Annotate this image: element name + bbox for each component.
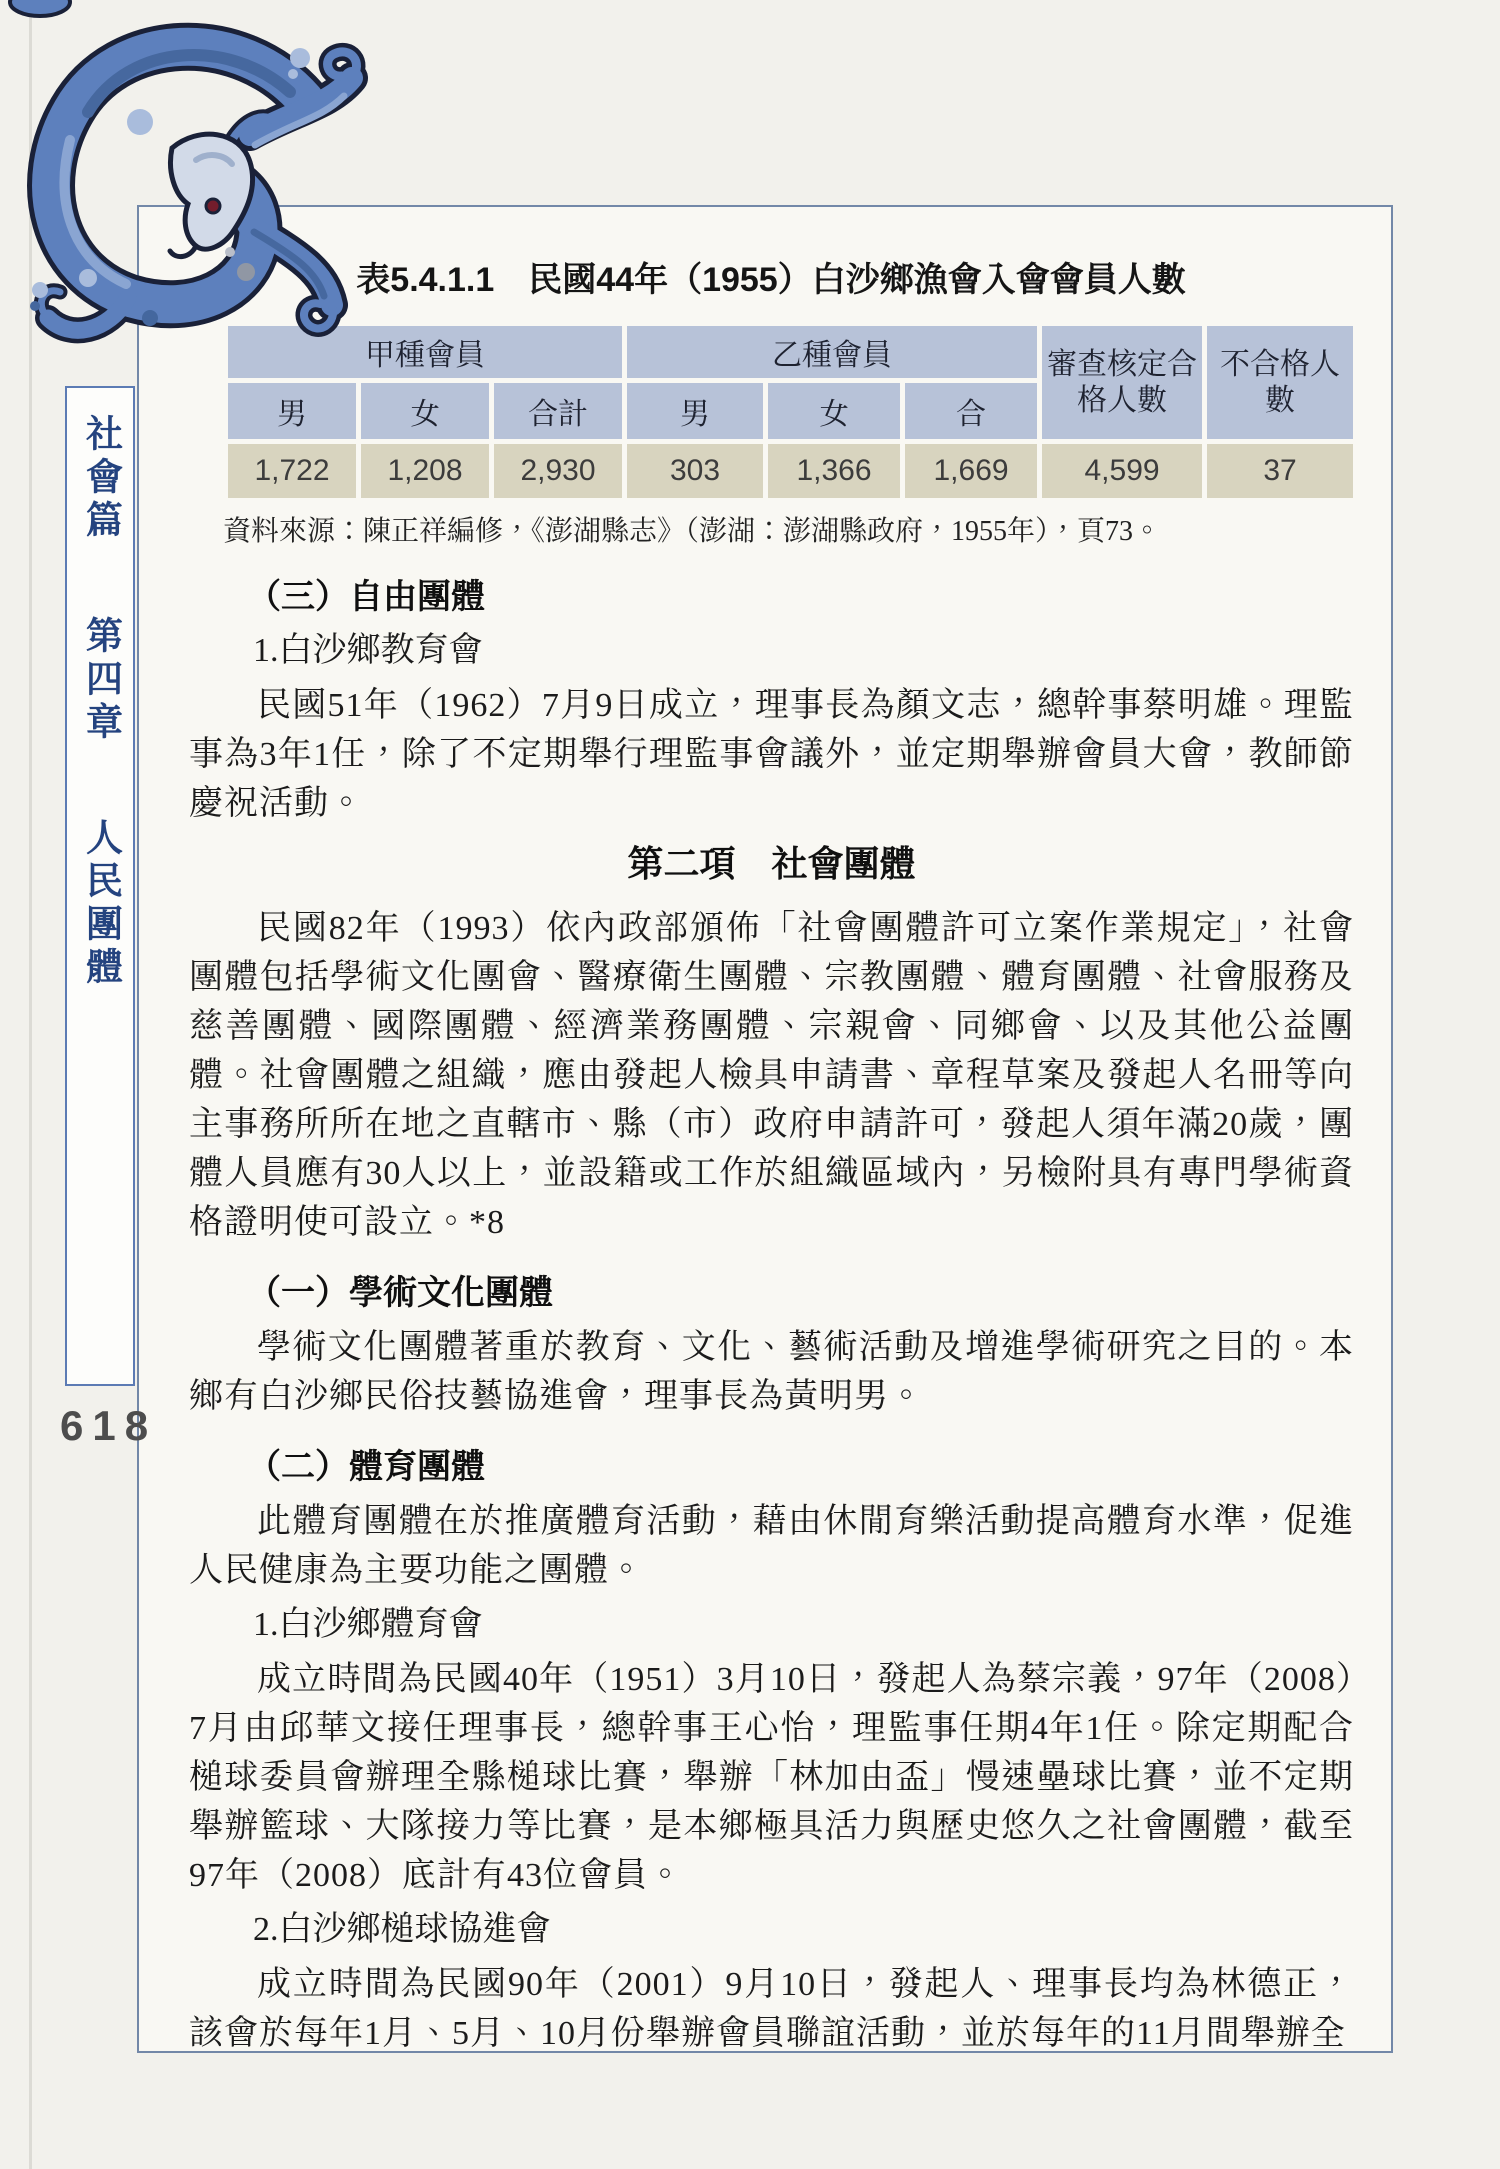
dragon-ornament-illustration bbox=[0, 0, 390, 415]
body-text bbox=[189, 575, 1353, 2053]
section-heading-social-groups: 第二項 社會團體 bbox=[627, 843, 916, 884]
chapter-tab-chapter: 第四章 bbox=[79, 616, 121, 745]
value-rejected: 37 bbox=[1207, 444, 1353, 498]
paragraph-sports-association: 成立時間為民國40年（1951）3月10日，發起人為蔡宗義，97年（2008）7月由邱華文接任理事長，總幹事王心怡，理監事任期4年1任。除定期配合槌球委員會辦理全縣槌球比賽，舉辦「林加由盃」慢速壘球比賽，並不定期舉辦籃球、大隊接力等比賽，是本鄉極具活力與歷史悠久之社會團體，截至97年（2008）底計有43位會員。 bbox=[189, 1661, 1354, 1894]
subheader-b-female: 女 bbox=[768, 383, 900, 439]
paragraph-education-association: 民國51年（1962）7月9日成立，理事長為顏文志，總幹事蔡明雄。理監事為3年1任，除了不定期舉行理監事會議外，並定期舉辦會員大會，教師節慶祝活動。 bbox=[189, 687, 1354, 822]
value-b-total: 1,669 bbox=[905, 444, 1037, 498]
value-approved: 4,599 bbox=[1042, 444, 1202, 498]
value-a-total: 2,930 bbox=[494, 444, 622, 498]
group-header-type-b: 乙種會員 bbox=[627, 326, 1037, 378]
subheader-a-male: 男 bbox=[228, 383, 356, 439]
value-b-male: 303 bbox=[627, 444, 763, 498]
paragraph-gateball-association: 成立時間為民國90年（2001）9月10日，發起人、理事長均為林德正，該會於每年1月、5月、10月份舉辦會員聯誼活動，並於每年的11月間舉辦全 bbox=[189, 1966, 1354, 2052]
list-item-gateball-association: 2.白沙鄉槌球協進會 bbox=[253, 1911, 551, 1948]
header-approved-count: 審查核定合格人數 bbox=[1042, 326, 1202, 439]
subheader-a-total: 合計 bbox=[494, 383, 622, 439]
subheader-b-total: 合 bbox=[905, 383, 1037, 439]
list-item-education-association: 1.白沙鄉教育會 bbox=[253, 632, 483, 669]
section-heading-academic-cultural: （一）學術文化團體 bbox=[247, 1274, 553, 1312]
value-b-female: 1,366 bbox=[768, 444, 900, 498]
chapter-tab-text bbox=[79, 388, 121, 1384]
table-group-header-row bbox=[228, 326, 1353, 378]
group-header-type-a: 甲種會員 bbox=[228, 326, 622, 378]
value-a-female: 1,208 bbox=[361, 444, 489, 498]
section-heading-sports-groups: （二）體育團體 bbox=[247, 1448, 485, 1486]
paragraph-social-groups-intro: 民國82年（1993）依內政部頒佈「社會團體許可立案作業規定」，社會團體包括學術文化團會、醫療衛生團體、宗教團體、體育團體、社會服務及慈善團體、國際團體、經濟業務團體、宗親會、同鄉會、以及其他公益團體。社會團體之組織，應由發起人檢具申請書、章程草案及發起人名冊等向主事務所所在地之直轄市、縣（市）政府申請許可，發起人須年滿20歲，團體人員應有30人以上，並設籍或工作於組織區域內，另檢附具有專門學術資格證明使可設立。*8 bbox=[189, 910, 1354, 1241]
subheader-a-female: 女 bbox=[361, 383, 489, 439]
header-rejected-count: 不合格人數 bbox=[1207, 326, 1353, 439]
paragraph-sports-groups-intro: 此體育團體在於推廣體育活動，藉由休閒育樂活動提高體育水準，促進人民健康為主要功能之團體。 bbox=[189, 1503, 1354, 1589]
content-inner bbox=[139, 207, 1391, 2053]
dragon-eye bbox=[206, 199, 220, 213]
list-item-sports-association: 1.白沙鄉體育會 bbox=[253, 1606, 483, 1643]
chapter-tab bbox=[65, 386, 135, 1386]
member-table bbox=[223, 321, 1358, 503]
chapter-tab-part: 社會篇 bbox=[79, 414, 121, 543]
table-title: 表5.4.1.1 民國44年（1955）白沙鄉漁會入會會員人數 bbox=[356, 261, 1186, 299]
table-source-note: 資料來源：陳正祥編修，《澎湖縣志》（澎湖：澎湖縣政府，1955年），頁73。 bbox=[223, 516, 1162, 547]
content-frame bbox=[137, 205, 1393, 2053]
value-a-male: 1,722 bbox=[228, 444, 356, 498]
subheader-b-male: 男 bbox=[627, 383, 763, 439]
paragraph-academic-cultural: 學術文化團體著重於教育、文化、藝術活動及增進學術研究之目的。本鄉有白沙鄉民俗技藝協進會，理事長為黃明男。 bbox=[189, 1329, 1354, 1415]
section-heading-free-associations: （三）自由團體 bbox=[247, 578, 485, 616]
table-value-row bbox=[228, 444, 1353, 498]
page-number: 618 bbox=[60, 1402, 158, 1449]
chapter-tab-section: 人民團體 bbox=[79, 818, 121, 990]
